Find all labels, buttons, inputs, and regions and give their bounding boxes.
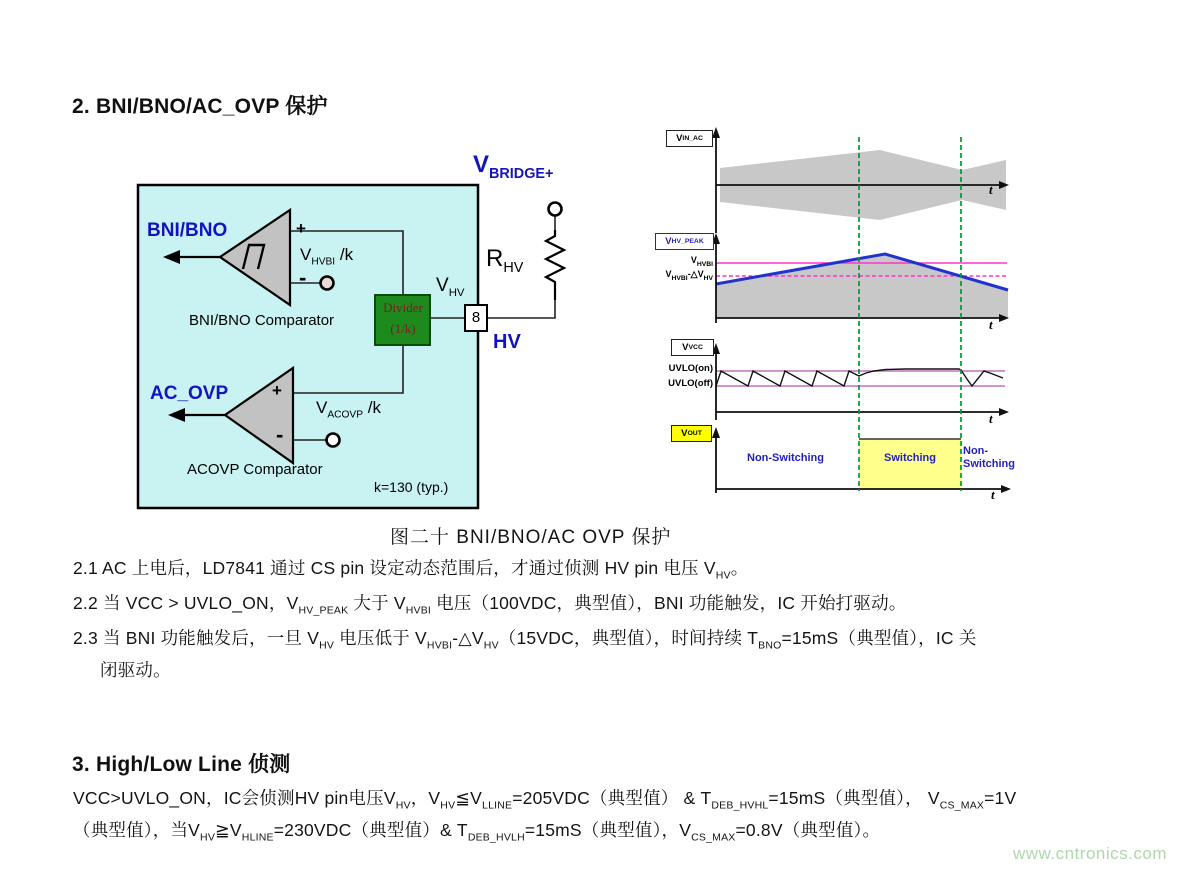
panel1-yaxis-arrow-icon [712, 127, 720, 138]
site-watermark: www.cntronics.com [1013, 844, 1167, 863]
vhvbi-terminal [321, 277, 334, 290]
bni-plus-input-label: + [296, 219, 306, 238]
non-switching-right-region-label [963, 445, 1015, 471]
figure-caption: 图二十 BNI/BNO/AC OVP 保护 [390, 527, 672, 548]
vinac-panel-label: V IN_AC [666, 130, 713, 147]
non-switching-right-line2: Switching [963, 458, 1015, 470]
hv-pin-label: HV [493, 331, 521, 353]
panel3-xaxis-arrow-icon [999, 408, 1009, 416]
panel2-t-label: t [989, 317, 993, 332]
k-factor-note: k=130 (typ.) [374, 479, 449, 495]
vacovp-terminal [327, 434, 340, 447]
vhvbi-threshold-label: $V_{HVBI}$ /k [300, 245, 354, 268]
section-3-heading: 3. High/Low Line 侦测 [72, 753, 291, 776]
ac-ovp-output-label: AC_OVP [150, 383, 229, 404]
uvlo-on-tick-label: UVLO(on) [668, 363, 713, 374]
divider-label-line2: (1/k) [390, 320, 416, 336]
vout-panel-label: V OUT [671, 425, 712, 442]
vhvpeak-panel-label: V HV_PEAK [655, 233, 714, 250]
panel4-t-label: t [991, 487, 995, 502]
panel3-t-label: t [989, 411, 993, 426]
non-switching-right-line1: Non- [963, 445, 989, 457]
non-switching-region-label: Non-Switching [747, 452, 824, 464]
acovp-minus-input-label: - [276, 422, 284, 447]
section-3-body-line2: （典型值），当$V_{HV}≧V_{HLINE}=230VDC$（典型值）& $T_{DEB\_HVLH}=15mS$（典型值），$V_{CS\_MAX}=0.8V$（典型值）。 [73, 820, 881, 844]
bni-minus-input-label: - [299, 265, 307, 290]
switching-region-label: Switching [884, 452, 936, 464]
divider-label-line1: Divider [383, 300, 423, 315]
panel1-t-label: t [989, 182, 993, 197]
vhvbi-tick-label: $V_{HVBI}$ [690, 255, 713, 268]
vbridge-terminal [549, 203, 562, 216]
divider-label [376, 298, 430, 340]
resistor-rhv [546, 230, 564, 300]
vhv-node-label: $V_{HV}$ [436, 275, 465, 299]
vbridge-label: $V_{BRIDGE+}$ [473, 151, 554, 182]
vhvbi-minus-dv-tick-label: $V_{HVBI}-\triangle V_{HV}$ [665, 269, 713, 282]
panel4-xaxis-arrow-icon [1001, 485, 1011, 493]
vacovp-threshold-label: $V_{ACOVP}$ /k [316, 398, 381, 421]
paragraph-2-3-line2: 闭驱动。 [100, 660, 171, 680]
section-3-body-line1: VCC>UVLO_ON，IC会侦测HV pin电压$V_{HV}$，$V_{HV}≦V_{LLINE}=205VDC$（典型值） & $T_{DEB\_HVHL}=15mS$（典型值）， $V_{CS\_MAX}=1V$ [73, 788, 1017, 812]
pin8-number: 8 [471, 308, 481, 326]
bni-bno-output-label: BNI/BNO [147, 220, 228, 241]
uvlo-off-tick-label: UVLO(off) [668, 378, 713, 389]
section-2-heading: 2. BNI/BNO/AC_OVP 保护 [72, 95, 328, 118]
paragraph-2-2: 2.2 当 VCC > UVLO_ON，$V_{HV\_PEAK}$ 大于 $V_{HVBI}$ 电压（100VDC，典型值），BNI 功能触发，IC 开始打驱动。 [73, 593, 907, 617]
bni-comparator-caption: BNI/BNO Comparator [189, 312, 335, 329]
rhv-resistor-label: $R_{HV}$ [486, 245, 524, 276]
paragraph-2-1: 2.1 AC 上电后，LD7841 通过 CS pin 设定动态范围后，才通过侦测 HV pin 电压 $V_{HV}$。 [73, 558, 749, 582]
acovp-comparator-caption: ACOVP Comparator [187, 461, 323, 478]
panel4-yaxis-arrow-icon [712, 427, 720, 438]
paragraph-2-3-line1: 2.3 当 BNI 功能触发后，一旦 $V_{HV}$ 电压低于 $V_{HVBI}-\triangle V_{HV}(15VDC$，典型值），时间持续 $T_{BNO}=15mS$（典型值），IC 关 [73, 628, 977, 652]
acovp-plus-input-label: + [272, 381, 282, 400]
vcc-panel-label: V VCC [671, 339, 714, 356]
